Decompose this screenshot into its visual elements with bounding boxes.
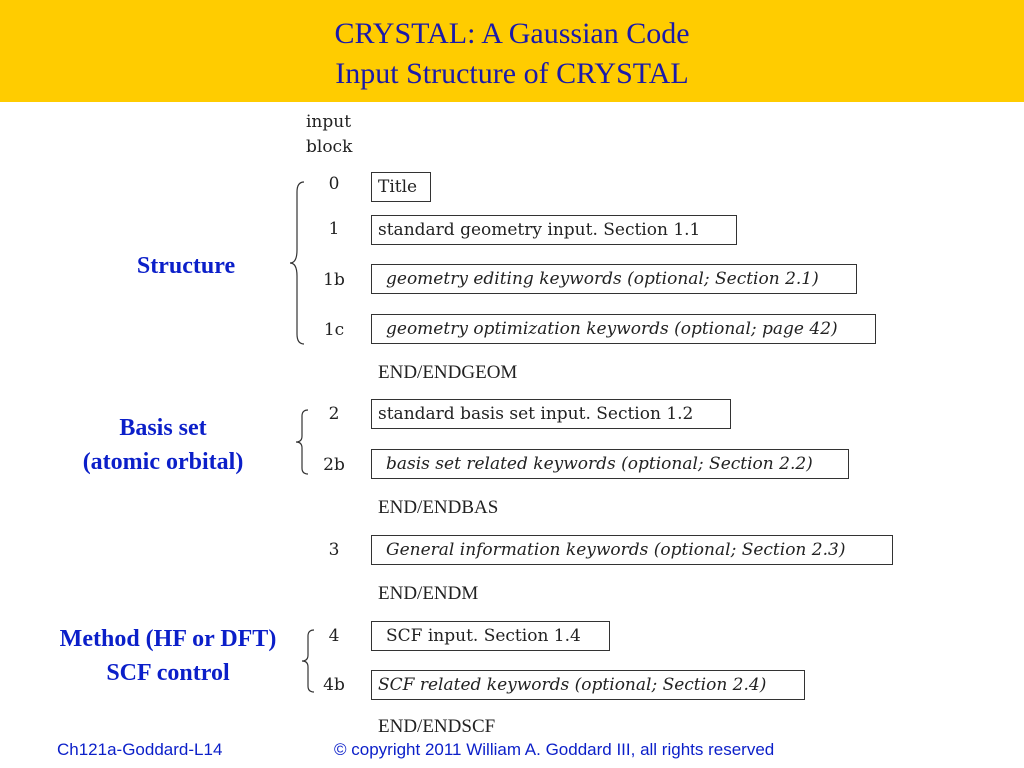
slide-title-line1: CRYSTAL: A Gaussian Code [334, 17, 690, 50]
block-number: 3 [328, 540, 340, 560]
block-number: 1c [323, 320, 345, 340]
block-box-basis-input: standard basis set input. Section 1.2 [371, 399, 731, 429]
block-box-scf-input: SCF input. Section 1.4 [371, 621, 610, 651]
block-number: 0 [328, 174, 340, 194]
block-box-title: Title [371, 172, 431, 202]
group-label-basis-line1: Basis set [119, 415, 207, 441]
footer-course-id: Ch121a-Goddard-L14 [57, 740, 223, 759]
block-number: 1 [328, 219, 340, 239]
block-box-geometry-input: standard geometry input. Section 1.1 [371, 215, 737, 245]
input-block-header [306, 110, 352, 160]
block-box-scf-keywords: SCF related keywords (optional; Section 2.4) [371, 670, 805, 700]
group-label-basis [50, 411, 276, 479]
group-label-method-line2: SCF control [106, 660, 230, 686]
title-banner [0, 0, 1024, 102]
end-geom-marker: END/ENDGEOM [378, 362, 518, 383]
end-bas-marker: END/ENDBAS [378, 497, 499, 518]
block-box-geometry-editing: geometry editing keywords (optional; Section 2.1) [371, 264, 857, 294]
group-label-structure: Structure [136, 253, 236, 279]
slide-title-line2: Input Structure of CRYSTAL [335, 57, 689, 90]
block-box-geometry-optimization: geometry optimization keywords (optional; page 42) [371, 314, 876, 344]
block-number: 2 [328, 404, 340, 424]
footer-copyright: © copyright 2011 William A. Goddard III, all rights reserved [334, 740, 775, 759]
block-number: 1b [323, 270, 345, 290]
input-block-header-line1: input [306, 112, 352, 132]
block-box-general-information: General information keywords (optional; Section 2.3) [371, 535, 893, 565]
block-number: 4 [328, 626, 340, 646]
block-box-basis-keywords: basis set related keywords (optional; Section 2.2) [371, 449, 849, 479]
end-m-marker: END/ENDM [378, 583, 479, 604]
block-number: 2b [323, 455, 345, 475]
end-scf-marker: END/ENDSCF [378, 716, 496, 737]
block-number: 4b [323, 675, 345, 695]
group-label-basis-line2: (atomic orbital) [82, 449, 244, 475]
group-label-method [30, 622, 306, 690]
group-label-method-line1: Method (HF or DFT) [59, 626, 277, 652]
input-block-header-line2: block [306, 137, 353, 157]
